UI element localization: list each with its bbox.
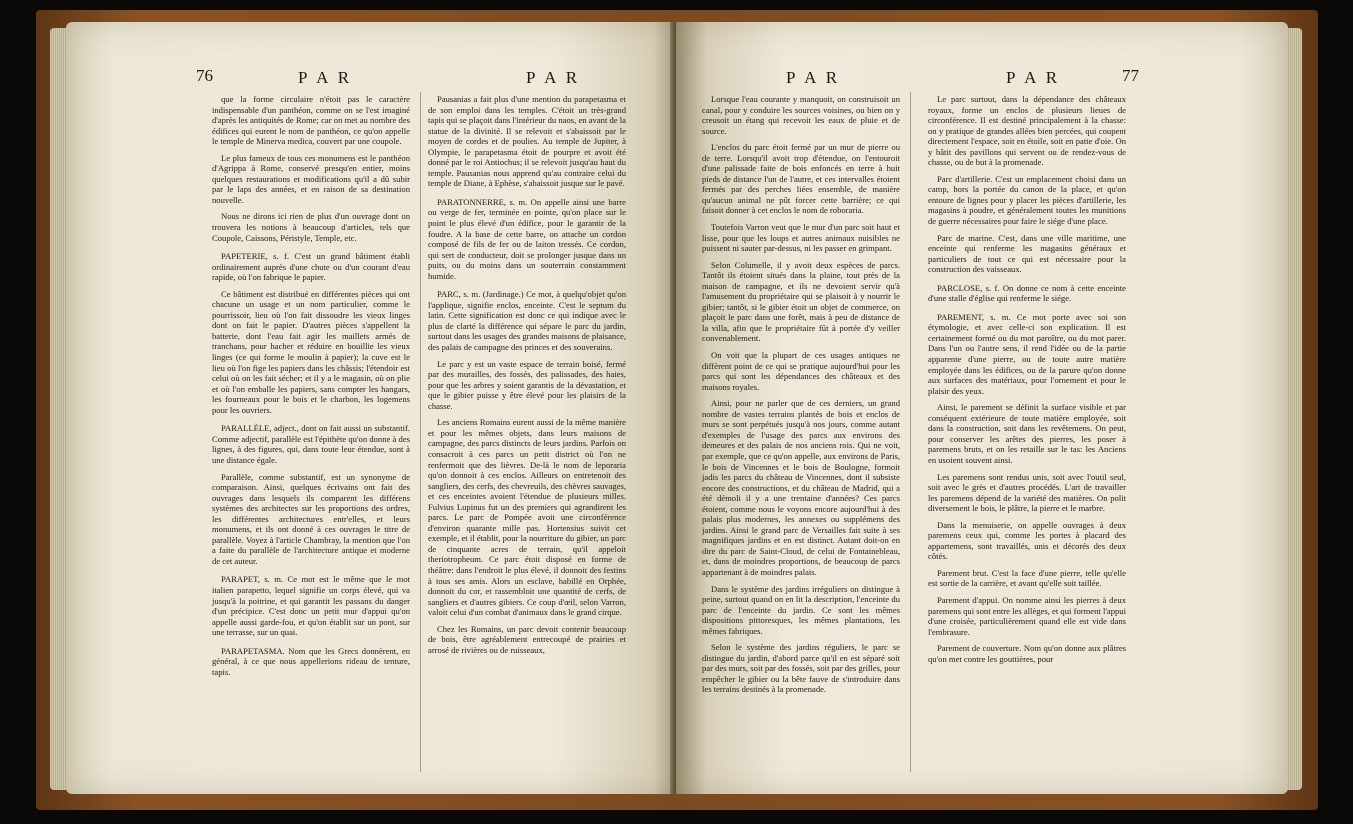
- paragraph: Le parc surtout, dans la dépendance des châteaux royaux, forme un enclos de plusieurs lieues de circonférence. Il est destiné principalement à la chasse: on y pratique de grandes allées bien percées, qui coupent directement l'espace, soit en étoile, soit en patte d'oie. On y bâtit des pavillons qui servent ou de rendez-vous de chasse, ou de but à la promenade.: [928, 94, 1126, 168]
- paragraph: Ainsi, le parement se définit la surface visible et par conséquent extérieure de toute matière employée, soit dans la construction, soit dans les revêtemens. On peut, pour conserver les arêtes des pierres, les poser à paremens bruts, et on les retaille sur le tas: les Anciens en usoient souvent ainsi.: [928, 402, 1126, 465]
- right-page-column-2: [928, 94, 1126, 670]
- paragraph: Selon le système des jardins réguliers, le parc se distingue du jardin, d'abord parce qu'il en est séparé soit par des murs, soit par des fossés, soit par des grilles, pour empêcher le gibier ou la bête fauve de s'introduire dans les terrains destinés à la promenade.: [702, 642, 900, 695]
- page-number-right: 77: [1122, 66, 1139, 85]
- right-page-column-1: [702, 94, 900, 701]
- paragraph: Parallèle, comme substantif, est un synonyme de comparaison. Ainsi, quelques écrivains ont fait des ouvrages dans lesquels ils comparent les différens systèmes des architectes sur les proportions des ordres, les différentes architectures entr'elles, et leurs monumens, et ils ont donné à ces ouvrages le titre de parallèle. Voyez à l'article Chambray, la mention que l'on a faite du parallèle de l'architecture antique et moderne de cet auteur.: [212, 471, 410, 566]
- paragraph: que la forme circulaire n'étoit pas le caractère indispensable d'un panthéon, comme on se l'est imaginé d'après les antiquités de Rome; car on met au nombre des édifices qui eurent le nom de panthéon, ce qu'on appelle le temple de Minerva medica, couvert par une coupole.: [212, 94, 410, 147]
- paragraph: PARAPET, s. m. Ce mot est le même que le mot italien parapetto, lequel signifie un corps élevé, qui va jusqu'à la poitrine, et qui garantit les passans du danger d'un précipice. C'est donc un petit mur d'appui qu'on appelle aussi garde-fou, et qu'on établit sur un pont, sur une terrasse, sur un quai.: [212, 574, 410, 638]
- page-number-left: 76: [196, 66, 213, 85]
- left-page-column-2: [428, 94, 626, 661]
- paragraph: Le plus fameux de tous ces monumens est le panthéon d'Agrippa à Rome, conservé presqu'en entier, moins quelques restaurations et modifications qu'il a dû subir par le laps des années, et en raison de sa destination nouvelle.: [212, 152, 410, 205]
- paragraph: Dans la menuiserie, on appelle ouvrages à deux paremens ceux qui, comme les portes à placard des appartemens, sont travaillés, unis et décorés des deux côtés.: [928, 519, 1126, 562]
- column-rule: [910, 92, 911, 772]
- paragraph: Ainsi, pour ne parler que de ces derniers, un grand nombre de vastes terrains plantés de bois et enclos de murs se sont perpétués jusqu'à nos jours, comme autant d'exemples de l'usage des parcs aux environs des demeures et des palais de nos anciens rois. Qui ne voit, par exemple, que ce qu'on appelle, aux environs de Paris, le bois de Vincennes et le bois de Boulogne, formoit jadis les parcs du château de Vincennes, dont il subsiste encore des constructions, et du château de Madrid, qui a été démoli il y a une trentaine d'années? Ces parcs étoient, comme nous le voyons encore aujourd'hui à des palais plus modernes, les annexes ou supplémens des jardins. Ainsi le grand parc de Versailles fait suite à ses magnifiques jardins et en est distinct. Autant doit-on en dire du parc de Saint-Cloud, de celui de Fontainebleau, et, dans de moindres proportions, de beaucoup de parcs appartenant à de moindres palais.: [702, 398, 900, 577]
- left-page-column-1: [212, 94, 410, 683]
- paragraph: Parement brut. C'est la face d'une pierre, telle qu'elle est sortie de la carrière, et avant qu'elle soit taillée.: [928, 567, 1126, 589]
- paragraph: Nous ne dirons ici rien de plus d'un ouvrage dont on trouvera les notions à beaucoup d'articles, tels que Coupole, Caissons, Péristyle, Temple, etc.: [212, 211, 410, 243]
- running-head-right-col2: P A R: [1006, 68, 1061, 87]
- paragraph: PARC, s. m. (Jardinage.) Ce mot, à quelqu'objet qu'on l'applique, signifie enclos, enceinte. C'est le septum du latin. Cette signification est donc ce qui indique avec le plus de clarté la différence qui sépare le parc du jardin, surtout dans les usages des grandes maisons de plaisance, des palais de campagne des princes et des souverains.: [428, 289, 626, 353]
- paragraph: L'enclos du parc étoit fermé par un mur de pierre ou de terre. Lorsqu'il avoit trop d'étendue, on l'entouroit d'une palissade faite de bois enfoncés en terre à huit pieds de distance l'un de l'autre, et ces intervalles étoient fermés par des perches liées ensemble, de manière qu'aucun animal ne pût forcer cette barrière; ce qui faisoit donner à cet enclos le nom de roboraria.: [702, 142, 900, 216]
- paragraph: Parc de marine. C'est, dans une ville maritime, une enceinte qui renferme les magasins généraux et particuliers de tout ce qui est nécessaire pour la construction des vaisseaux.: [928, 232, 1126, 275]
- paragraph: PARCLOSE, s. f. On donne ce nom à cette enceinte d'une stalle d'église qui renferme le siége.: [928, 282, 1126, 304]
- running-head-left-col2: P A R: [526, 68, 581, 87]
- running-head-left-col1: P A R: [298, 68, 353, 87]
- right-page: [676, 22, 1288, 794]
- paragraph: Parement de couverture. Nom qu'on donne aux plâtres qu'on met contre les gouttières, pour: [928, 643, 1126, 664]
- paragraph: On voit que la plupart de ces usages antiques ne diffèrent point de ce qui se pratique aujourd'hui pour les parcs qui sont les dépendances des châteaux et des maisons royales.: [702, 350, 900, 392]
- paragraph: Pausanias a fait plus d'une mention du parapetasma et de son emploi dans les temples. C'étoit un très-grand tapis qui se plaçoit dans l'intérieur du naos, en avant de la statue de la divinité. Il se relevoit et s'abaissoit par le moyen de cordes et de poulies. Au temple de Jupiter, à Olympie, le parapetasma étoit de pourpre et avoit été donné par le roi Antiochus; il se relevoit jusqu'au haut du temple. Pausanias nous apprend qu'au contraire celui du temple de Diane, à Ephèse, s'abaissoit jusque sur le pavé.: [428, 94, 626, 189]
- right-page-edges: [1286, 28, 1302, 790]
- paragraph: PAREMENT, s. m. Ce mot porte avec soi son étymologie, et avec celle-ci son explication. Il est certainement formé ou du mot paroître, ou du mot parer. Dans l'un ou l'autre sens, il rend l'idée ou de la partie apparente d'une pierre, ou de toute autre matière employée dans les édifices, ou de la parure qu'on donne aux surfaces des matériaux, pour l'ornement et pour le plaisir des yeux.: [928, 311, 1126, 396]
- paragraph: Ce bâtiment est distribué en différentes pièces qui ont chacune un usage et un nom particulier, comme le pourrissoir, lieu où l'on fait dissoudre les vieux linges dont on fait le papier. D'autres pièces s'appellent la batterie, dont l'eau fait agir les maillets armés de tranchans, pour hacher et réduire en bouillie les vieux linges (ce qui forme le moulin à papier); la cuve est le lieu où l'on fige les papiers dans les châssis; l'étendoir est celui où on les fait sécher; et il y a le magasin, où on plie et où l'on emballe les papiers, sans compter les hangars, les fourneaux pour le bois et le charbon, les logemens pour les ouvriers.: [212, 288, 410, 415]
- paragraph: PAPETERIE, s. f. C'est un grand bâtiment établi ordinairement auprès d'une chute ou d'un courant d'eau rapide, où l'on fabrique le papier.: [212, 251, 410, 283]
- running-head-right-col1: P A R: [786, 68, 841, 87]
- paragraph: PARAPETASMA. Nom que les Grecs donnèrent, en général, à ce que nous appellerions rideau de tenture, tapis.: [212, 645, 410, 677]
- paragraph: Le parc y est un vaste espace de terrain boisé, fermé par des murailles, des fossés, des palissades, des haies, pour que les arbres y soient garantis de la dévastation, et que le gibier puisse y être élevé pour les plaisirs de la chasse.: [428, 358, 626, 411]
- paragraph: Chez les Romains, un parc devoit contenir beaucoup de bois, être agréablement entrecoupé de prairies et arrosé de rivières ou de ruisseaux,: [428, 623, 626, 655]
- paragraph: PARATONNERRE, s. m. On appelle ainsi une barre ou verge de fer, terminée en pointe, qu'on place sur le point le plus élevé d'un édifice, pour le garantir de la foudre. A la base de cette barre, on attache un cordon composé de fils de fer ou de laiton tressés. Ce cordon, qui sert de conducteur, doit se prolonger jusque dans un puits, ou du moins dans un souterrain constamment humide.: [428, 196, 626, 281]
- paragraph: PARALLÈLE, adject., dont on fait aussi un substantif. Comme adjectif, parallèle est l'épithète qu'on donne à des lignes, à des figures, qui, dans toute leur étendue, sont à une distance égale.: [212, 423, 410, 465]
- column-rule: [420, 92, 421, 772]
- paragraph: Parc d'artillerie. C'est un emplacement choisi dans un camp, hors la portée du canon de la place, et qu'on entoure de lignes pour y placer les pièces d'artillerie, les magasins à poudre, et généralement toutes les munitions de guerre nécessaires pour faire le siége d'une place.: [928, 173, 1126, 227]
- paragraph: Parement d'appui. On nomme ainsi les pierres à deux paremens qui sont entre les allèges, et qui forment l'appui d'une croisée, particulièrement quand elle est vide dans l'embrasure.: [928, 594, 1126, 637]
- paragraph: Lorsque l'eau courante y manquoit, on construisoit un canal, pour y conduire les sources voisines, ou bien on y creusoit un étang qui recevoit les eaux de pluie et de source.: [702, 94, 900, 136]
- paragraph: Toutefois Varron veut que le mur d'un parc soit haut et lisse, pour que les loups et autres animaux nuisibles ne puissent ni sauter par-dessus, ni les passer en grimpant.: [702, 222, 900, 254]
- paragraph: Selon Columelle, il y avoit deux espèces de parcs. Tantôt ils étoient situés dans la plaine, tout près de la maison de campagne, et ils ne devoient servir qu'à l'amusement du propriétaire qui se plaisoit à y nourrir le gibier; tantôt, si le gibier étoit un objet de commerce, on plaçoit le parc dans une forêt, mais à peu de distance de la villa, afin que le propriétaire fût à portée d'y veiller convenablement.: [702, 259, 900, 344]
- paragraph: Les paremens sont rendus unis, soit avec l'outil seul, soit avec le grès et d'autres procédés. L'art de travailler les paremens dépend de la variété des matières. On polit diversement le bois, le plâtre, la pierre et le marbre.: [928, 471, 1126, 514]
- paragraph: Les anciens Romains eurent aussi de la même manière et pour les mêmes objets, dans leurs maisons de campagne, des parcs distincts de leurs jardins. Parfois on consacroit à ces parcs un petit district où l'on ne renfermoit que des lièvres. De-là le nom de leporaria qu'on donnoit à ces enclos. Ailleurs on entretenoit des sangliers, des cerfs, des chevreuils, des chèvres sauvages, et ces enceintes avoient l'étendue de plusieurs milles. Fulvius Lupinus fut un des premiers qui agrandirent les parcs. Le parc de Pompée avoit une circonférence d'environ quarante mille pas. Hortensius suivit cet exemple, et il établit, pour la nourriture du gibier, un parc de cinquante acres de terrain, qu'il appeloit theriotropheum. Ce parc étoit disposé en forme de théâtre: dans l'endroit le plus élevé, il donnoit des festins à tous ses amis. Alors un esclave, habillé en Orphée, donnoit du cor, et rassembloit une quantité de cerfs, de sangliers et d'autres gibiers. Ce coup d'œil, selon Varron, valoit celui d'un combat d'animaux dans le grand cirque.: [428, 417, 626, 618]
- left-page: [66, 22, 678, 794]
- paragraph: Dans le système des jardins irréguliers on distingue à peine, surtout quand on en lit la description, l'enceinte du parc de l'enceinte du jardin. Ce sont les mêmes dispositions pittoresques, les mêmes plantations, les mêmes fabriques.: [702, 583, 900, 636]
